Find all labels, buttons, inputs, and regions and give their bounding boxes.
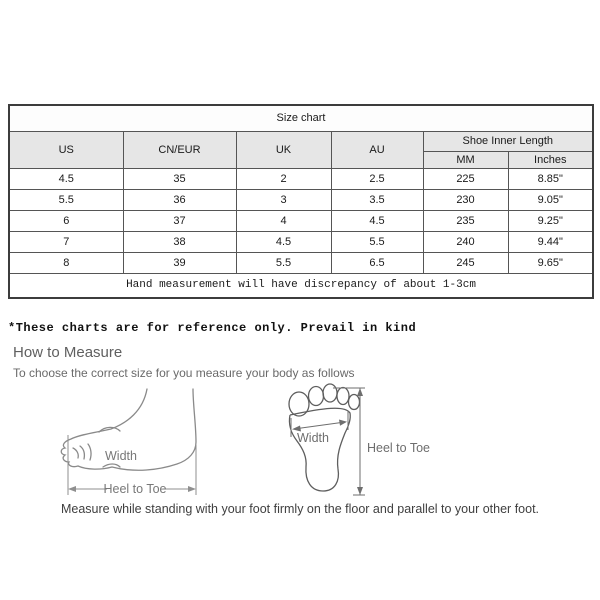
table-title: Size chart xyxy=(9,105,593,131)
measuring-instruction: Measure while standing with your foot firmly on the floor and parallel to your other foot. xyxy=(60,502,540,516)
size-chart-table xyxy=(8,104,594,299)
cell-us: 5.5 xyxy=(9,189,123,210)
cell-mm: 240 xyxy=(423,231,508,252)
foot-side-view-diagram xyxy=(55,385,215,503)
cell-inches: 9.05" xyxy=(508,189,593,210)
cell-cneur: 36 xyxy=(123,189,236,210)
column-header-mm: MM xyxy=(423,151,508,168)
cell-mm: 225 xyxy=(423,168,508,189)
cell-uk: 3 xyxy=(236,189,331,210)
cell-cneur: 39 xyxy=(123,252,236,273)
cell-inches: 8.85" xyxy=(508,168,593,189)
table-row xyxy=(9,168,593,189)
foot-top-view-diagram xyxy=(283,383,443,502)
cell-inches: 9.65" xyxy=(508,252,593,273)
column-header-uk: UK xyxy=(236,131,331,168)
cell-mm: 245 xyxy=(423,252,508,273)
side-width-label: Width xyxy=(105,449,137,463)
table-row xyxy=(9,189,593,210)
cell-uk: 5.5 xyxy=(236,252,331,273)
cell-mm: 230 xyxy=(423,189,508,210)
cell-cneur: 38 xyxy=(123,231,236,252)
top-width-label: Width xyxy=(297,431,329,445)
cell-us: 7 xyxy=(9,231,123,252)
cell-au: 2.5 xyxy=(331,168,423,189)
table-row xyxy=(9,231,593,252)
table-footnote: Hand measurement will have discrepancy of about 1-3cm xyxy=(9,273,593,298)
cell-au: 5.5 xyxy=(331,231,423,252)
cell-mm: 235 xyxy=(423,210,508,231)
how-to-measure-heading: How to Measure xyxy=(13,344,123,361)
cell-cneur: 37 xyxy=(123,210,236,231)
column-header-us: US xyxy=(9,131,123,168)
reference-note: *These charts are for reference only. Prevail in kind xyxy=(8,321,417,335)
cell-inches: 9.44" xyxy=(508,231,593,252)
column-header-inner-length: Shoe Inner Length xyxy=(423,131,593,151)
column-header-cneur: CN/EUR xyxy=(123,131,236,168)
top-heel-to-toe-label: Heel to Toe xyxy=(367,441,431,455)
cell-uk: 4.5 xyxy=(236,231,331,252)
column-header-au: AU xyxy=(331,131,423,168)
cell-us: 6 xyxy=(9,210,123,231)
side-heel-to-toe-label: Heel to Toe xyxy=(103,482,167,496)
cell-au: 6.5 xyxy=(331,252,423,273)
how-to-measure-subheading: To choose the correct size for you measure your body as follows xyxy=(13,366,355,380)
cell-us: 8 xyxy=(9,252,123,273)
cell-cneur: 35 xyxy=(123,168,236,189)
cell-inches: 9.25" xyxy=(508,210,593,231)
cell-au: 4.5 xyxy=(331,210,423,231)
column-header-inches: Inches xyxy=(508,151,593,168)
cell-uk: 4 xyxy=(236,210,331,231)
table-row xyxy=(9,252,593,273)
size-chart-table-wrap xyxy=(8,104,593,299)
cell-uk: 2 xyxy=(236,168,331,189)
table-row xyxy=(9,210,593,231)
cell-us: 4.5 xyxy=(9,168,123,189)
cell-au: 3.5 xyxy=(331,189,423,210)
